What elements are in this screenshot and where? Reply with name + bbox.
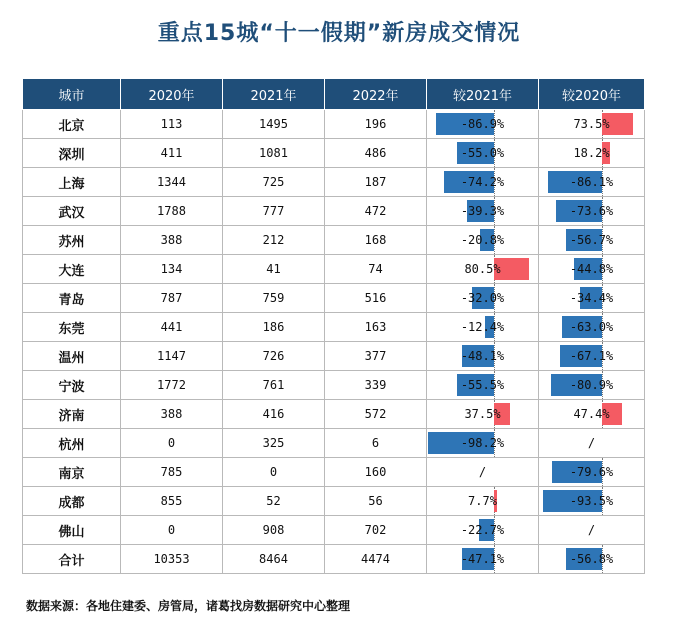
table-header-row (23, 79, 645, 110)
value-2022-cell: 572 (325, 400, 427, 429)
table-row (23, 400, 645, 429)
change-label: 18.2% (573, 146, 610, 160)
table-row (23, 110, 645, 139)
value-2020-cell: 1772 (121, 371, 223, 400)
city-cell: 武汉 (23, 197, 121, 226)
value-2020-cell: 855 (121, 487, 223, 516)
change-vs-2021-cell (427, 168, 539, 197)
change-vs-2020-cell (539, 400, 645, 429)
value-2022-cell: 168 (325, 226, 427, 255)
value-2020-cell: 785 (121, 458, 223, 487)
change-label: -98.2% (460, 436, 505, 450)
city-cell: 温州 (23, 342, 121, 371)
header-vs2021: 较2021年 (427, 79, 539, 110)
value-2021-cell: 416 (223, 400, 325, 429)
table-body (23, 110, 645, 574)
table-row (23, 342, 645, 371)
table-row (23, 516, 645, 545)
value-2020-cell: 0 (121, 516, 223, 545)
change-label: -22.7% (460, 523, 505, 537)
change-label: -48.1% (460, 349, 505, 363)
change-label: -56.7% (569, 233, 614, 247)
table-row (23, 313, 645, 342)
city-cell: 北京 (23, 110, 121, 139)
table-row (23, 197, 645, 226)
change-vs-2020-cell (539, 197, 645, 226)
value-2022-cell: 486 (325, 139, 427, 168)
change-vs-2021-cell (427, 313, 539, 342)
change-label: 7.7% (468, 494, 497, 508)
city-cell: 杭州 (23, 429, 121, 458)
change-label: -32.0% (460, 291, 505, 305)
value-2020-cell: 0 (121, 429, 223, 458)
change-label: -12.4% (460, 320, 505, 334)
header-2022: 2022年 (325, 79, 427, 110)
change-vs-2020-cell (539, 168, 645, 197)
value-2022-cell: 377 (325, 342, 427, 371)
change-vs-2020-cell (539, 487, 645, 516)
change-label: -93.5% (569, 494, 614, 508)
change-vs-2020-cell (539, 429, 645, 458)
change-label: / (587, 523, 596, 537)
value-2022-cell: 56 (325, 487, 427, 516)
change-vs-2020-cell (539, 516, 645, 545)
city-cell: 成都 (23, 487, 121, 516)
value-2020-cell: 113 (121, 110, 223, 139)
change-vs-2020-cell (539, 342, 645, 371)
change-label: 73.5% (573, 117, 610, 131)
value-2021-cell: 759 (223, 284, 325, 313)
value-2020-cell: 1788 (121, 197, 223, 226)
change-vs-2021-cell (427, 458, 539, 487)
value-2020-cell: 787 (121, 284, 223, 313)
value-2021-cell: 726 (223, 342, 325, 371)
change-label: -20.8% (460, 233, 505, 247)
city-cell: 苏州 (23, 226, 121, 255)
city-cell: 深圳 (23, 139, 121, 168)
change-label: -39.3% (460, 204, 505, 218)
change-vs-2021-cell (427, 255, 539, 284)
value-2021-cell: 8464 (223, 545, 325, 574)
value-2022-cell: 187 (325, 168, 427, 197)
city-cell: 上海 (23, 168, 121, 197)
change-label: -47.1% (460, 552, 505, 566)
city-cell: 南京 (23, 458, 121, 487)
table-row (23, 168, 645, 197)
value-2020-cell: 1147 (121, 342, 223, 371)
change-vs-2021-cell (427, 516, 539, 545)
change-label: -34.4% (569, 291, 614, 305)
table-row (23, 139, 645, 168)
change-vs-2020-cell (539, 255, 645, 284)
change-vs-2021-cell (427, 110, 539, 139)
change-label: / (478, 465, 487, 479)
value-2021-cell: 725 (223, 168, 325, 197)
city-cell: 宁波 (23, 371, 121, 400)
change-vs-2021-cell (427, 139, 539, 168)
value-2021-cell: 325 (223, 429, 325, 458)
change-label: / (587, 436, 596, 450)
table-row (23, 545, 645, 574)
value-2021-cell: 0 (223, 458, 325, 487)
table-row (23, 255, 645, 284)
chart-title: 重点15城“十一假期”新房成交情况 (157, 21, 521, 46)
value-2022-cell: 339 (325, 371, 427, 400)
change-vs-2021-cell (427, 400, 539, 429)
value-2022-cell: 472 (325, 197, 427, 226)
city-cell: 合计 (23, 545, 121, 574)
value-2021-cell: 761 (223, 371, 325, 400)
change-vs-2021-cell (427, 429, 539, 458)
value-2021-cell: 777 (223, 197, 325, 226)
header-city: 城市 (23, 79, 121, 110)
value-2021-cell: 186 (223, 313, 325, 342)
value-2020-cell: 10353 (121, 545, 223, 574)
change-label: 47.4% (573, 407, 610, 421)
value-2022-cell: 4474 (325, 545, 427, 574)
value-2021-cell: 212 (223, 226, 325, 255)
change-vs-2020-cell (539, 545, 645, 574)
value-2020-cell: 441 (121, 313, 223, 342)
value-2021-cell: 908 (223, 516, 325, 545)
change-vs-2020-cell (539, 139, 645, 168)
city-cell: 大连 (23, 255, 121, 284)
change-vs-2020-cell (539, 313, 645, 342)
change-label: -55.0% (460, 146, 505, 160)
change-vs-2020-cell (539, 284, 645, 313)
value-2020-cell: 388 (121, 226, 223, 255)
header-2021: 2021年 (223, 79, 325, 110)
source-note: 数据来源：各地住建委、房管局，诸葛找房数据研究中心整理 (26, 599, 351, 613)
value-2020-cell: 411 (121, 139, 223, 168)
change-label: -67.1% (569, 349, 614, 363)
city-cell: 东莞 (23, 313, 121, 342)
value-2022-cell: 160 (325, 458, 427, 487)
change-label: -79.6% (569, 465, 614, 479)
table-row (23, 487, 645, 516)
change-vs-2020-cell (539, 371, 645, 400)
change-label: -86.1% (569, 175, 614, 189)
value-2022-cell: 74 (325, 255, 427, 284)
change-vs-2021-cell (427, 197, 539, 226)
value-2021-cell: 41 (223, 255, 325, 284)
value-2022-cell: 516 (325, 284, 427, 313)
change-label: -74.2% (460, 175, 505, 189)
value-2021-cell: 1495 (223, 110, 325, 139)
value-2020-cell: 134 (121, 255, 223, 284)
header-vs2020: 较2020年 (539, 79, 645, 110)
value-2022-cell: 163 (325, 313, 427, 342)
value-2020-cell: 388 (121, 400, 223, 429)
value-2022-cell: 6 (325, 429, 427, 458)
table-row (23, 371, 645, 400)
city-cell: 佛山 (23, 516, 121, 545)
value-2021-cell: 52 (223, 487, 325, 516)
change-vs-2021-cell (427, 487, 539, 516)
table-row (23, 284, 645, 313)
change-label: -63.0% (569, 320, 614, 334)
change-label: -80.9% (569, 378, 614, 392)
change-label: 37.5% (464, 407, 501, 421)
change-vs-2020-cell (539, 458, 645, 487)
data-table (22, 78, 645, 574)
value-2022-cell: 196 (325, 110, 427, 139)
change-label: 80.5% (464, 262, 501, 276)
change-vs-2021-cell (427, 545, 539, 574)
table-row (23, 429, 645, 458)
change-label: -86.9% (460, 117, 505, 131)
change-label: -55.5% (460, 378, 505, 392)
change-label: -56.8% (569, 552, 614, 566)
value-2020-cell: 1344 (121, 168, 223, 197)
change-label: -73.6% (569, 204, 614, 218)
change-vs-2021-cell (427, 226, 539, 255)
table-row (23, 226, 645, 255)
city-cell: 青岛 (23, 284, 121, 313)
change-vs-2021-cell (427, 284, 539, 313)
change-vs-2021-cell (427, 342, 539, 371)
table-row (23, 458, 645, 487)
value-2021-cell: 1081 (223, 139, 325, 168)
change-label: -44.8% (569, 262, 614, 276)
value-2022-cell: 702 (325, 516, 427, 545)
city-cell: 济南 (23, 400, 121, 429)
change-vs-2020-cell (539, 226, 645, 255)
change-vs-2020-cell (539, 110, 645, 139)
header-2020: 2020年 (121, 79, 223, 110)
change-vs-2021-cell (427, 371, 539, 400)
